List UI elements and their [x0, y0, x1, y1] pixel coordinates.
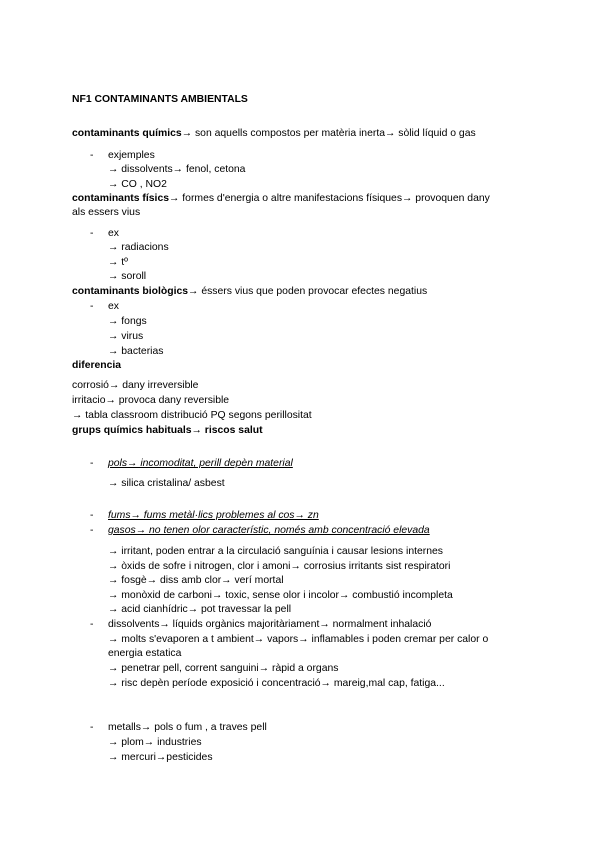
quimics-item: → CO , NO2 — [108, 179, 167, 190]
bullet-dash: - — [90, 458, 94, 469]
quimics-line — [72, 127, 476, 141]
fisics-list-label: ex — [108, 228, 119, 239]
biologics-text: → éssers vius que poden provocar efectes negatius — [188, 286, 428, 297]
biologics-heading: contaminants biològics — [72, 286, 189, 297]
gasos-item: → monòxid de carboni→ toxic, sense olor i incolor→ combustió incompleta — [108, 590, 453, 601]
fisics-item: → soroll — [108, 271, 147, 282]
bullet-dash: - — [90, 228, 94, 239]
metalls-item: → plom→ industries — [108, 737, 202, 748]
biologics-item: → fongs — [108, 316, 147, 327]
biologics-item: → bacterias — [108, 346, 164, 357]
biologics-list-label: ex — [108, 301, 119, 312]
gasos-item: → irritant, poden entrar a la circulació sanguínia i causar lesions internes — [108, 546, 443, 557]
pols-item: → silica cristalina/ asbest — [108, 478, 225, 489]
fisics-heading: contaminants físics — [72, 193, 170, 204]
pols-label: pols→ incomoditat, perill depèn material — [108, 458, 293, 469]
dissolvents-item: → penetrar pell, corrent sanguini→ ràpid a organs — [108, 663, 339, 674]
grups-heading: grups químics habituals→ riscos salut — [72, 425, 263, 436]
fisics-line — [72, 192, 490, 206]
quimics-list-label: exjemples — [108, 150, 155, 161]
bullet-dash: - — [90, 510, 94, 521]
dissolvents-item: → molts s'evaporen a t ambient→ vapors→ inflamables i poden cremar per calor o — [108, 634, 489, 645]
quimics-text: → son aquells compostos per matèria inerta→ sòlid líquid o gas — [181, 128, 476, 139]
fums-label: fums→ fums metàl·lics problemes al cos→ zn — [108, 510, 319, 521]
diferencia-line: corrosió→ dany irreversible — [72, 380, 199, 391]
dissolvents-item: → risc depèn període exposició i concentració→ mareig,mal cap, fatiga... — [108, 678, 445, 689]
fisics-text-cont: als essers vius — [72, 207, 141, 218]
gasos-item: → acid cianhídric→ pot travessar la pell — [108, 604, 292, 615]
gasos-item: → òxids de sofre i nitrogen, clor i amoni→ corrosius irritants sist respiratori — [108, 561, 451, 572]
diferencia-line: irritacio→ provoca dany reversible — [72, 395, 230, 406]
biologics-line — [72, 285, 427, 299]
fisics-item: → radiacions — [108, 242, 169, 253]
page-title: NF1 CONTAMINANTS AMBIENTALS — [72, 94, 248, 105]
quimics-item: → dissolvents→ fenol, cetona — [108, 164, 246, 175]
bullet-dash: - — [90, 619, 94, 630]
bullet-dash: - — [90, 301, 94, 312]
quimics-heading: contaminants químics — [72, 128, 182, 139]
dissolvents-item: energia estatica — [108, 648, 182, 659]
biologics-item: → virus — [108, 331, 144, 342]
fisics-text: → formes d'energia o altre manifestacions físiques→ provoquen dany — [169, 193, 490, 204]
dissolvents-label: dissolvents→ líquids orgànics majoritàriament→ normalment inhalació — [108, 619, 432, 630]
bullet-dash: - — [90, 525, 94, 536]
fisics-item: → tº — [108, 257, 128, 268]
gasos-label: gasos→ no tenen olor característic, només amb concentració elevada — [108, 525, 430, 536]
gasos-item: → fosgè→ diss amb clor→ verí mortal — [108, 575, 284, 586]
bullet-dash: - — [90, 722, 94, 733]
diferencia-heading: diferencia — [72, 360, 122, 371]
metalls-item: → mercuri→pesticides — [108, 752, 213, 763]
metalls-label: metalls→ pols o fum , a traves pell — [108, 722, 267, 733]
bullet-dash: - — [90, 150, 94, 161]
diferencia-line: → tabla classroom distribució PQ segons perillositat — [72, 410, 312, 421]
